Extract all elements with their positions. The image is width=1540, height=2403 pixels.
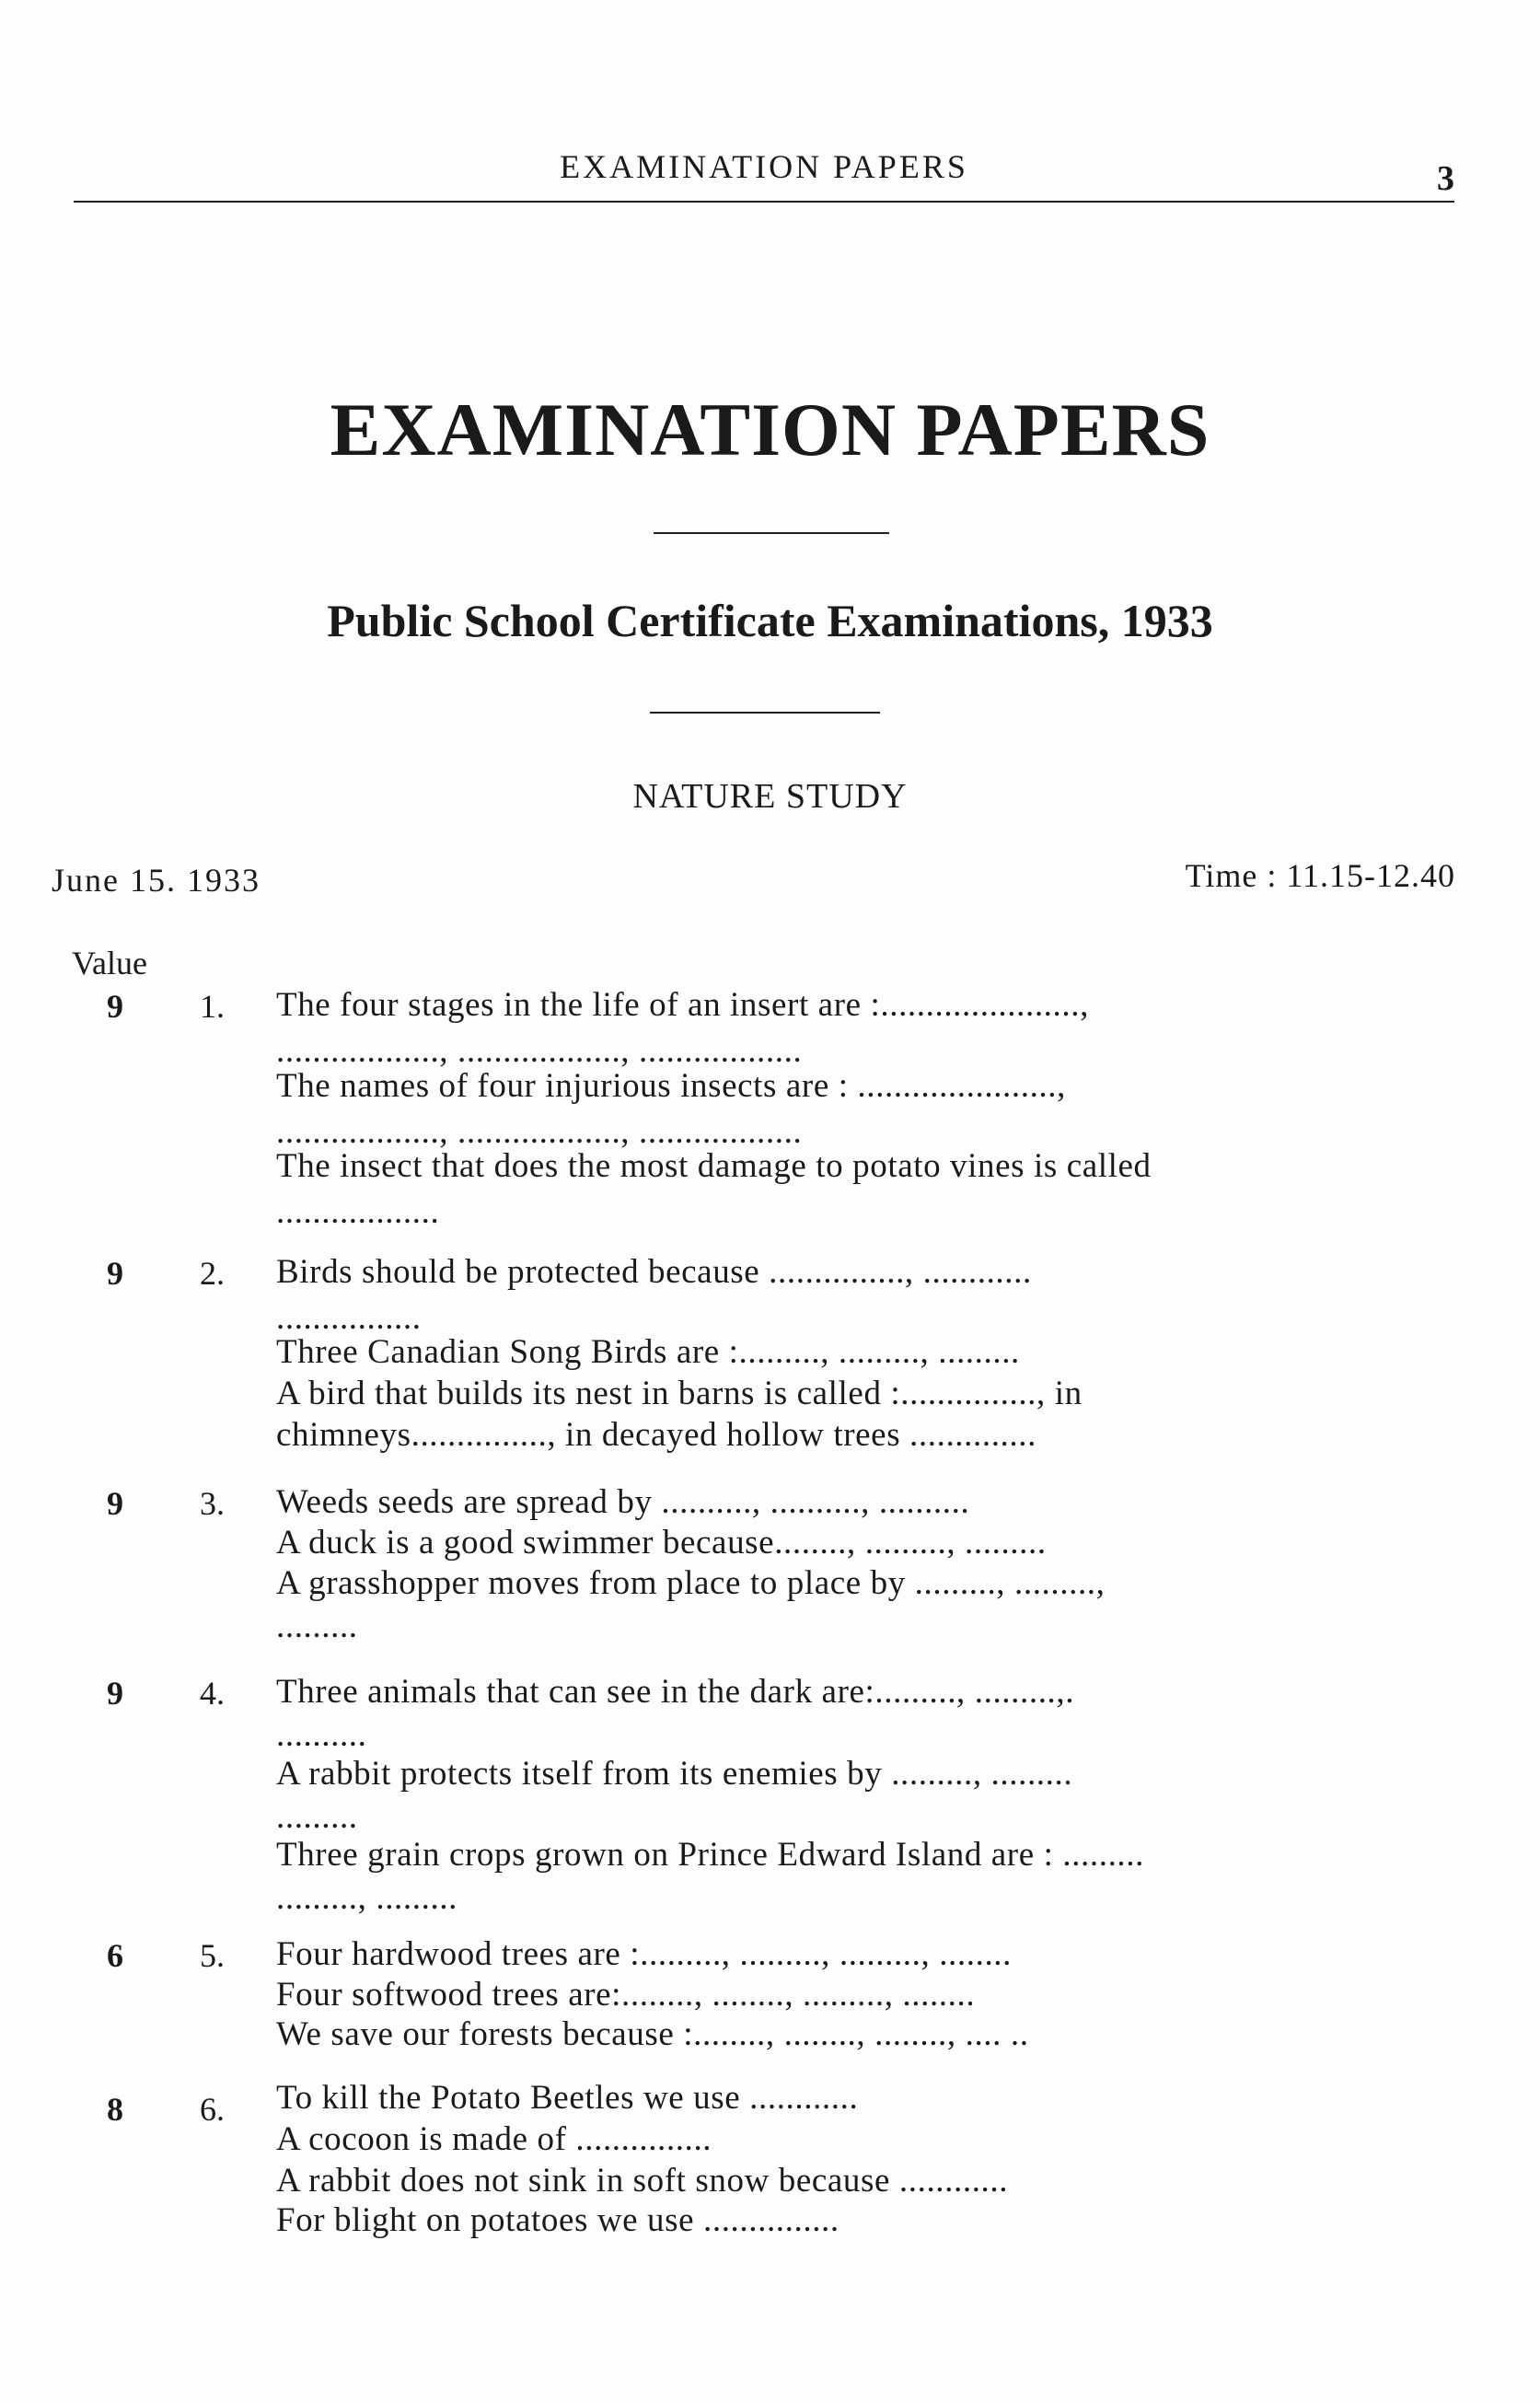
title-divider [654, 532, 889, 534]
question-line: ................ [276, 1299, 422, 1337]
question-line: ......... [276, 1798, 358, 1836]
question-number: 6. [200, 2091, 225, 2128]
question-number: 1. [200, 988, 225, 1025]
question-number: 3. [200, 1485, 225, 1522]
subject-heading: NATURE STUDY [632, 777, 908, 816]
running-head-title: EXAMINATION PAPERS [560, 148, 968, 185]
question-line: ......... [276, 1608, 358, 1645]
question-line: Three grain crops grown on Prince Edward Island are : ......... [276, 1836, 1144, 1874]
question-line: A rabbit does not sink in soft snow because ............ [276, 2162, 1009, 2200]
page-title: EXAMINATION PAPERS [330, 388, 1210, 471]
value-column-header: Value [72, 945, 147, 981]
running-head [74, 147, 1454, 203]
question-line: Four hardwood trees are :........., ........., ........., ........ [276, 1935, 1013, 1973]
question-value: 6 [107, 1937, 123, 1974]
question-line: Three Canadian Song Birds are :........., ........., ......... [276, 1333, 1020, 1371]
question-line: Birds should be protected because ..............., ............ [276, 1253, 1032, 1291]
question-value: 9 [107, 1255, 123, 1292]
question-line: A cocoon is made of ............... [276, 2120, 712, 2158]
question-line: .................., .................., .................. [276, 1113, 803, 1151]
question-number: 5. [200, 1937, 225, 1974]
question-line: chimneys..............., in decayed hollow trees .............. [276, 1416, 1036, 1454]
page-number: 3 [1437, 159, 1454, 198]
question-value: 9 [107, 1485, 123, 1522]
question-line: A grasshopper moves from place to place by ........., ........., [276, 1564, 1106, 1602]
question-number: 2. [200, 1255, 225, 1292]
question-line: .......... [276, 1716, 367, 1754]
question-line: We save our forests because :........, ........, ........, .... .. [276, 2015, 1029, 2053]
exam-date: June 15. 1933 [52, 862, 261, 899]
question-line: Four softwood trees are:........, ........, ........., ........ [276, 1976, 976, 2014]
question-number: 4. [200, 1675, 225, 1712]
question-value: 8 [107, 2091, 123, 2128]
question-line: A rabbit protects itself from its enemies by ........., ......... [276, 1755, 1073, 1793]
question-line: The insect that does the most damage to potato vines is called [276, 1147, 1152, 1185]
question-line: To kill the Potato Beetles we use ............ [276, 2079, 859, 2117]
question-line: The names of four injurious insects are : ......................, [276, 1067, 1066, 1105]
exam-time: Time : 11.15-12.40 [1185, 857, 1455, 894]
exam-subtitle: Public School Certificate Examinations, 1933 [327, 595, 1213, 646]
question-line: .................., .................., .................. [276, 1032, 803, 1070]
question-value: 9 [107, 988, 123, 1025]
subtitle-divider [650, 712, 880, 714]
question-line: The four stages in the life of an insert are :......................, [276, 986, 1089, 1024]
question-line: Weeds seeds are spread by .........., .........., .......... [276, 1483, 970, 1521]
question-line: For blight on potatoes we use ............... [276, 2201, 839, 2239]
question-line: Three animals that can see in the dark are:........., .........,. [276, 1673, 1075, 1711]
question-line: A bird that builds its nest in barns is called :..............., in [276, 1375, 1083, 1412]
question-value: 9 [107, 1675, 123, 1712]
question-line: .................. [276, 1193, 440, 1231]
question-line: A duck is a good swimmer because........, ........., ......... [276, 1524, 1047, 1561]
question-line: ........., ......... [276, 1879, 457, 1917]
